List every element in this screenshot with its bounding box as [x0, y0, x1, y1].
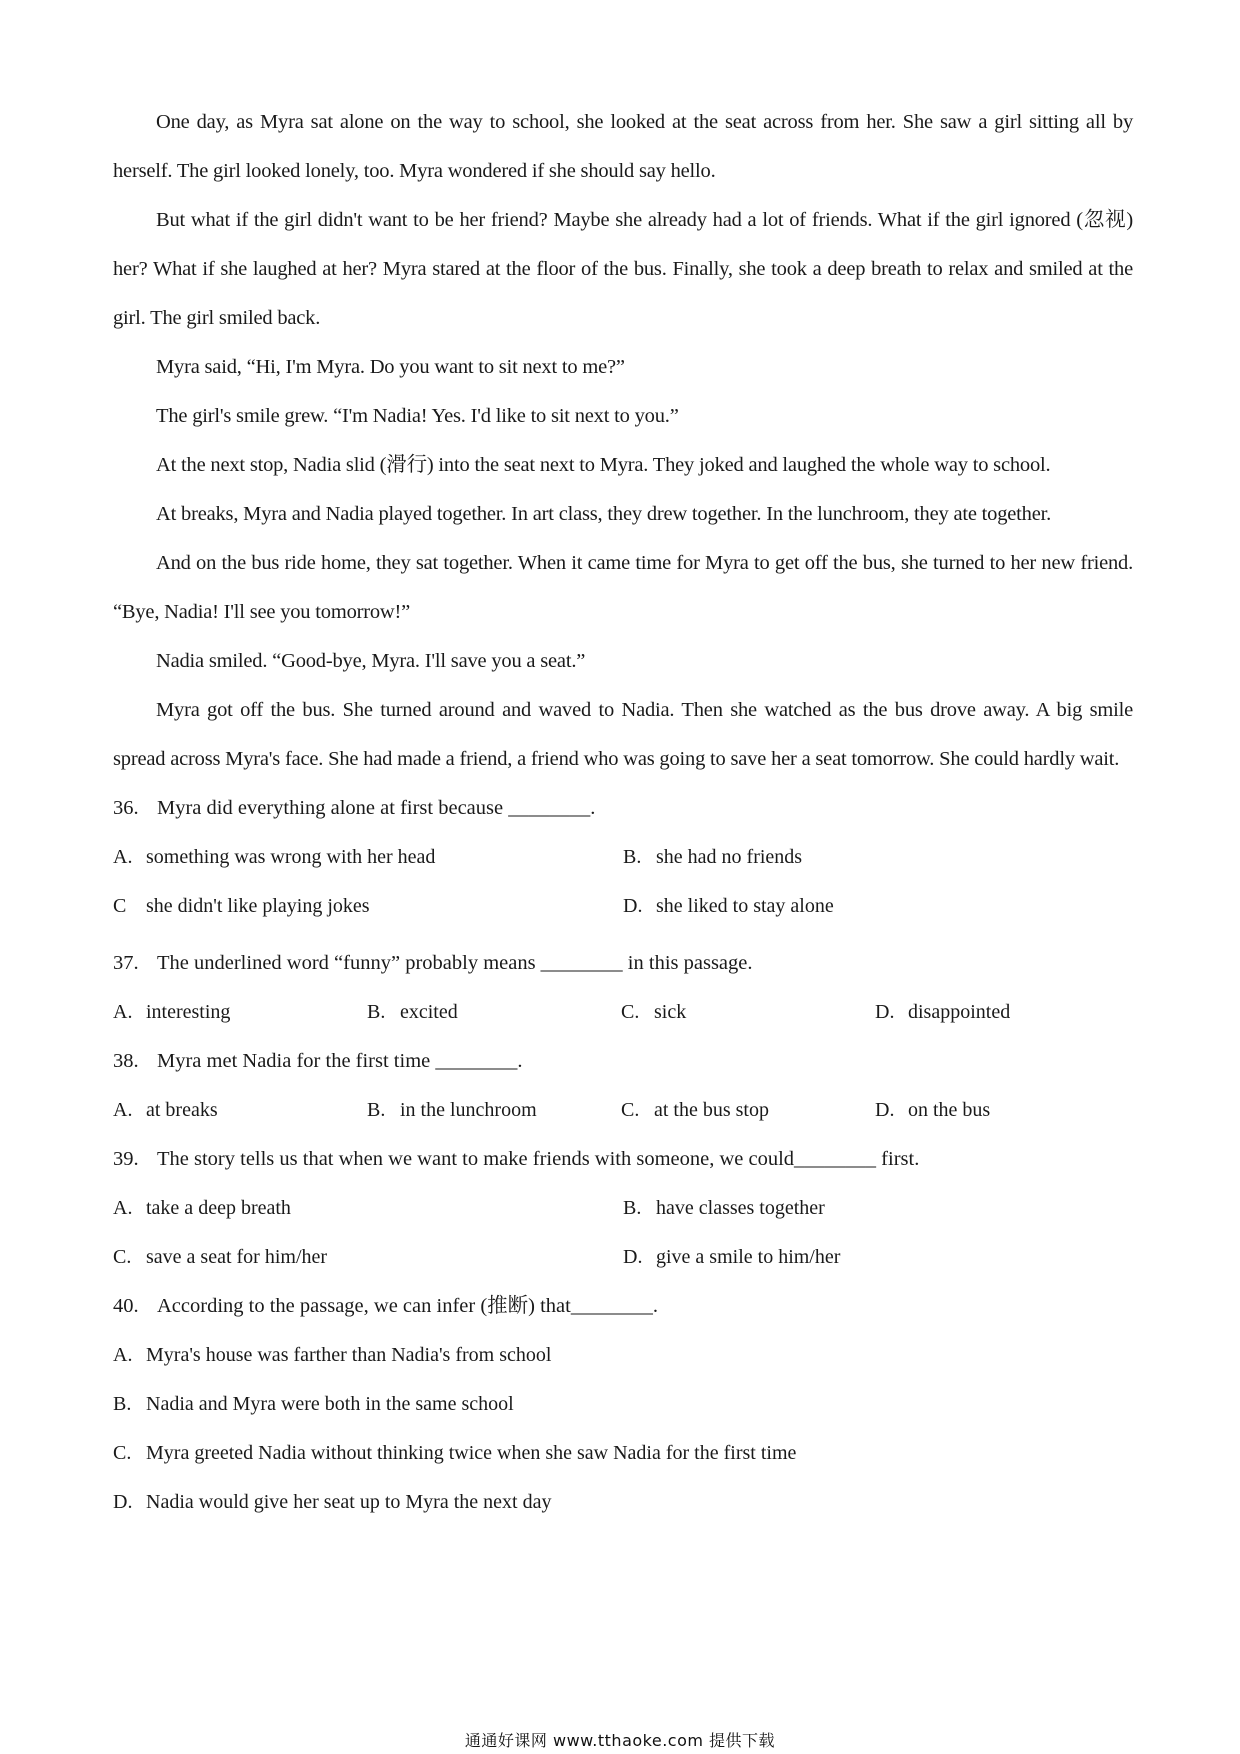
- option-letter: B.: [367, 1099, 386, 1121]
- option-text: Nadia and Myra were both in the same school: [146, 1393, 514, 1415]
- question-37: [113, 939, 1133, 1037]
- option-b[interactable]: [367, 988, 621, 1037]
- option-letter: C.: [621, 1099, 640, 1121]
- option-a[interactable]: [113, 1086, 367, 1135]
- option-d[interactable]: [623, 1233, 1133, 1282]
- option-text: excited: [400, 1001, 458, 1023]
- question-stem: [113, 939, 1133, 988]
- question-38: [113, 1037, 1133, 1135]
- question-40: [113, 1282, 1133, 1527]
- option-letter: B.: [367, 1001, 386, 1023]
- option-letter: C.: [113, 1442, 132, 1464]
- option-letter: A.: [113, 1099, 133, 1121]
- document-page: [113, 98, 1133, 1527]
- option-text: give a smile to him/her: [656, 1246, 841, 1268]
- option-letter: A.: [113, 1197, 133, 1219]
- question-stem: [113, 784, 1133, 833]
- question-number: 38.: [113, 1050, 139, 1072]
- option-text: sick: [654, 1001, 687, 1023]
- option-text: Myra's house was farther than Nadia's from school: [146, 1344, 552, 1366]
- option-a[interactable]: [113, 833, 623, 882]
- option-b[interactable]: [367, 1086, 621, 1135]
- option-letter: C.: [621, 1001, 640, 1023]
- option-text: something was wrong with her head: [146, 846, 436, 868]
- option-text: in the lunchroom: [400, 1099, 537, 1121]
- option-text: interesting: [146, 1001, 231, 1023]
- option-a[interactable]: [113, 1331, 1133, 1380]
- option-d[interactable]: [875, 988, 1129, 1037]
- option-letter: B.: [623, 846, 642, 868]
- question-number: 39.: [113, 1148, 139, 1170]
- option-a[interactable]: [113, 988, 367, 1037]
- option-c[interactable]: [621, 1086, 875, 1135]
- option-text: disappointed: [908, 1001, 1011, 1023]
- option-text: she didn't like playing jokes: [146, 895, 370, 917]
- option-letter: B.: [623, 1197, 642, 1219]
- option-b[interactable]: [623, 833, 1133, 882]
- passage-paragraph: One day, as Myra sat alone on the way to school, she looked at the seat across from her. She saw a girl sitting all by herself. The girl looked lonely, too. Myra wondered if she should say hello.: [113, 111, 1133, 182]
- option-d[interactable]: [623, 882, 1133, 931]
- option-text: Nadia would give her seat up to Myra the next day: [146, 1491, 552, 1513]
- passage-paragraph: Myra got off the bus. She turned around and waved to Nadia. Then she watched as the bus drove away. A big smile spread across Myra's face. She had made a friend, a friend who was going to save her a seat tomorrow. She could hardly wait.: [113, 699, 1133, 770]
- option-letter: D.: [113, 1491, 133, 1513]
- option-c[interactable]: [113, 882, 623, 931]
- option-letter: D.: [623, 895, 643, 917]
- question-text: The story tells us that when we want to make friends with someone, we could________ first.: [157, 1148, 920, 1170]
- option-letter: C: [113, 895, 127, 917]
- option-letter: D.: [875, 1001, 895, 1023]
- option-c[interactable]: [621, 988, 875, 1037]
- option-letter: A.: [113, 846, 133, 868]
- question-text: Myra met Nadia for the first time ________.: [157, 1050, 523, 1072]
- question-number: 36.: [113, 797, 139, 819]
- passage-paragraph: At the next stop, Nadia slid (滑行) into the seat next to Myra. They joked and laughed the whole way to school.: [156, 454, 1051, 476]
- question-36: [113, 784, 1133, 931]
- option-d[interactable]: [113, 1478, 1133, 1527]
- option-letter: C.: [113, 1246, 132, 1268]
- option-letter: A.: [113, 1001, 133, 1023]
- passage-paragraph: But what if the girl didn't want to be her friend? Maybe she already had a lot of friends. What if the girl ignored (忽视) her? What if she laughed at her? Myra stared at the floor of the bus. Finally, she took a deep breath to relax and smiled at the girl. The girl smiled back.: [113, 209, 1133, 329]
- question-number: 37.: [113, 952, 139, 974]
- question-stem: [113, 1037, 1133, 1086]
- option-text: on the bus: [908, 1099, 991, 1121]
- option-text: take a deep breath: [146, 1197, 291, 1219]
- answer-options: [113, 1184, 1133, 1282]
- option-b[interactable]: [623, 1184, 1133, 1233]
- answer-options: [113, 988, 1133, 1037]
- question-number: 40.: [113, 1295, 139, 1317]
- option-text: at the bus stop: [654, 1099, 769, 1121]
- question-text: According to the passage, we can infer (推断) that________.: [157, 1295, 658, 1317]
- option-letter: A.: [113, 1344, 133, 1366]
- question-39: [113, 1135, 1133, 1282]
- option-letter: B.: [113, 1393, 132, 1415]
- passage-paragraph: The girl's smile grew. “I'm Nadia! Yes. I'd like to sit next to you.”: [156, 405, 679, 427]
- option-c[interactable]: [113, 1429, 1133, 1478]
- question-text: Myra did everything alone at first because ________.: [157, 797, 596, 819]
- answer-options: [113, 833, 1133, 931]
- passage-paragraph: Myra said, “Hi, I'm Myra. Do you want to sit next to me?”: [156, 356, 625, 378]
- option-c[interactable]: [113, 1233, 623, 1282]
- option-text: save a seat for him/her: [146, 1246, 328, 1268]
- option-text: Myra greeted Nadia without thinking twice when she saw Nadia for the first time: [146, 1442, 797, 1464]
- question-stem: [113, 1135, 1133, 1184]
- passage-paragraph: And on the bus ride home, they sat together. When it came time for Myra to get off the bus, she turned to her new friend. “Bye, Nadia! I'll see you tomorrow!”: [113, 552, 1133, 623]
- option-a[interactable]: [113, 1184, 623, 1233]
- option-text: she had no friends: [656, 846, 803, 868]
- question-text: The underlined word “funny” probably means ________ in this passage.: [157, 952, 753, 974]
- option-text: at breaks: [146, 1099, 218, 1121]
- option-letter: D.: [623, 1246, 643, 1268]
- passage-paragraph: Nadia smiled. “Good-bye, Myra. I'll save you a seat.”: [156, 650, 586, 672]
- answer-options: [113, 1331, 1133, 1527]
- answer-options: [113, 1086, 1133, 1135]
- passage-paragraph: At breaks, Myra and Nadia played together. In art class, they drew together. In the lunchroom, they ate together.: [156, 503, 1052, 525]
- option-letter: D.: [875, 1099, 895, 1121]
- option-text: she liked to stay alone: [656, 895, 834, 917]
- option-text: have classes together: [656, 1197, 825, 1219]
- page-footer: 通通好课网 www.tthaoke.com 提供下载: [464, 1731, 776, 1750]
- question-stem: [113, 1282, 1133, 1331]
- option-b[interactable]: [113, 1380, 1133, 1429]
- option-d[interactable]: [875, 1086, 1129, 1135]
